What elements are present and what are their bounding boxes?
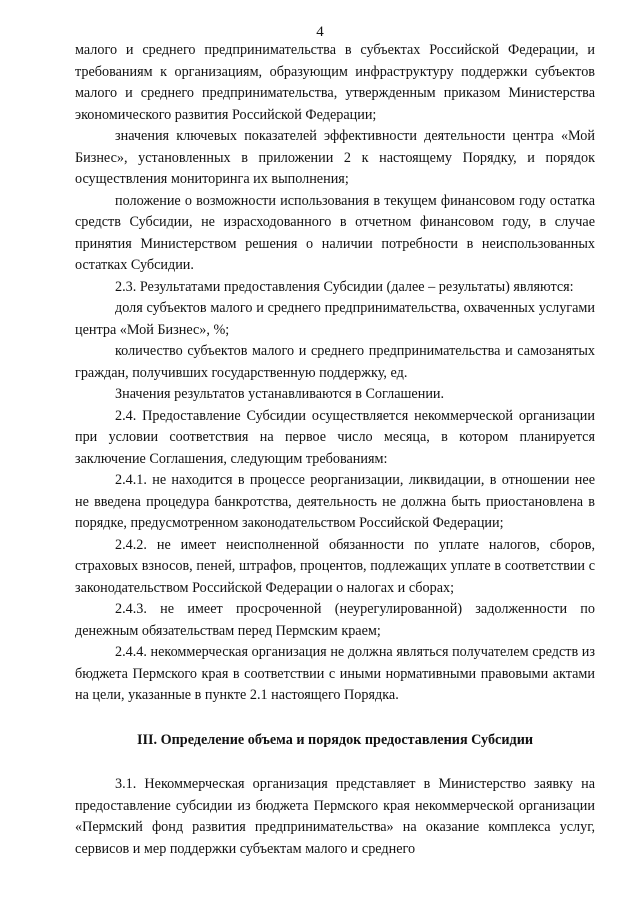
paragraph-continuation: малого и среднего предпринимательства в субъектах Российской Федерации, и требованиям к организациям, образующим инфраструктуру поддержки субъектов малого и среднего предпринимательства, утвержденным приказом Министерства экономического развития Российской Федерации; bbox=[75, 42, 595, 123]
document-body bbox=[75, 40, 595, 860]
paragraph-remaining-funds: положение о возможности использования в текущем финансовом году остатка средств Субсидии, не израсходованного в отчетном финансовом году, в случае принятия Министерством решения о наличии потребности в неиспользованных остатках Субсидии. bbox=[75, 192, 595, 273]
paragraph-3-1: 3.1. Некоммерческая организация представляет в Министерство заявку на предоставление субсидии из бюджета Пермского края некоммерческой организации «Пермский фонд развития предпринимательства» на оказание комплекса услуг, сервисов и мер поддержки субъектам малого и среднего bbox=[75, 776, 595, 857]
paragraph-result-share: доля субъектов малого и среднего предпринимательства, охваченных услугами центра «Мой Бизнес», %; bbox=[75, 300, 595, 338]
paragraph-2-4: 2.4. Предоставление Субсидии осуществляется некоммерческой организации при условии соответствия на первое число месяца, в котором планируется заключение Соглашения, следующим требованиям: bbox=[75, 407, 595, 467]
paragraph-result-count: количество субъектов малого и среднего предпринимательства и самозанятых граждан, получивших государственную поддержку, ед. bbox=[75, 343, 595, 381]
paragraph-2-3: 2.3. Результатами предоставления Субсидии (далее – результаты) являются: bbox=[115, 278, 574, 295]
paragraph-2-4-2: 2.4.2. не имеет неисполненной обязанности по уплате налогов, сборов, страховых взносов, пеней, штрафов, процентов, подлежащих уплате в соответствии с законодательством Российской Федерации о налогах и сборах; bbox=[75, 536, 595, 596]
page-number: 4 bbox=[316, 24, 324, 40]
paragraph-2-4-1: 2.4.1. не находится в процессе реорганизации, ликвидации, в отношении нее не введена процедура банкротства, деятельность не должна быть приостановлена в порядке, предусмотренном законодательством Российской Федерации; bbox=[75, 472, 595, 531]
paragraph-kpi: значения ключевых показателей эффективности деятельности центра «Мой Бизнес», установленных в приложении 2 к настоящему Порядку, и порядок осуществления мониторинга их выполнения; bbox=[75, 128, 595, 187]
paragraph-2-4-4: 2.4.4. некоммерческая организация не должна являться получателем средств из бюджета Пермского края в соответствии с иными нормативными правовыми актами на цели, указанные в пункте 2.1 настоящего Порядка. bbox=[75, 644, 595, 703]
section-heading: III. Определение объема и порядок предоставления Субсидии bbox=[136, 731, 534, 748]
paragraph-2-4-3: 2.4.3. не имеет просроченной (неурегулированной) задолженности по денежным обязательствам перед Пермским краем; bbox=[75, 601, 595, 639]
paragraph-result-values: Значения результатов устанавливаются в Соглашении. bbox=[115, 386, 445, 402]
